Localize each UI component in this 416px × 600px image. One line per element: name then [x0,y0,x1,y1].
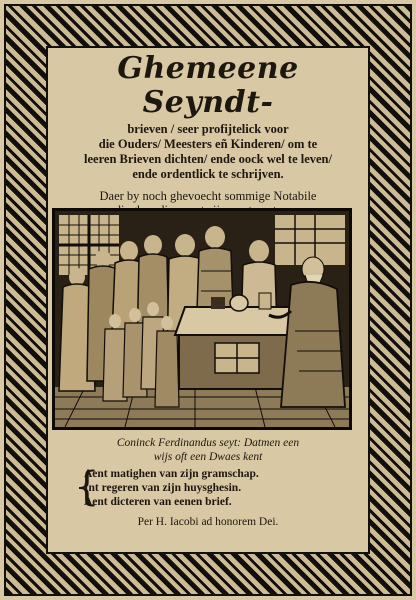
woodcut-illustration [52,208,352,430]
subtitle-line: leeren Brieven dichten/ ende oock wel te leven/ [84,152,332,166]
curly-brace-icon: { [74,464,100,510]
subtitle-line: brieven / seer profijtelick voor [127,122,289,136]
note-line: Daer by noch ghevoecht sommige Notabile [99,189,317,203]
colophon: Per H. Iacobi ad honorem Dei. [137,516,279,528]
title-block [52,52,364,217]
verse-line: Aent dicteren van eenen brief. [84,496,232,508]
table [175,293,301,389]
woodcut-scene [55,211,349,427]
quote-line: wijs oft een Dwaes kent [153,451,263,463]
subtitle-line: ende ordentlick te schrijven. [132,167,284,181]
subtitle-line: die Ouders/ Meesters eñ Kinderen/ om te [98,137,318,151]
page-title: Ghemeene Seyndt- [117,51,299,120]
skull [230,295,248,311]
subtitle [52,122,364,182]
quote-line: Coninck Ferdinandus seyt: Datmen een [116,437,300,449]
verse-line: Int regeren van zijn huysghesin. [84,482,242,494]
verse-line: Aent matighen van zijn gramschap. [84,468,259,480]
verse-list [84,467,344,509]
quote [52,436,364,464]
